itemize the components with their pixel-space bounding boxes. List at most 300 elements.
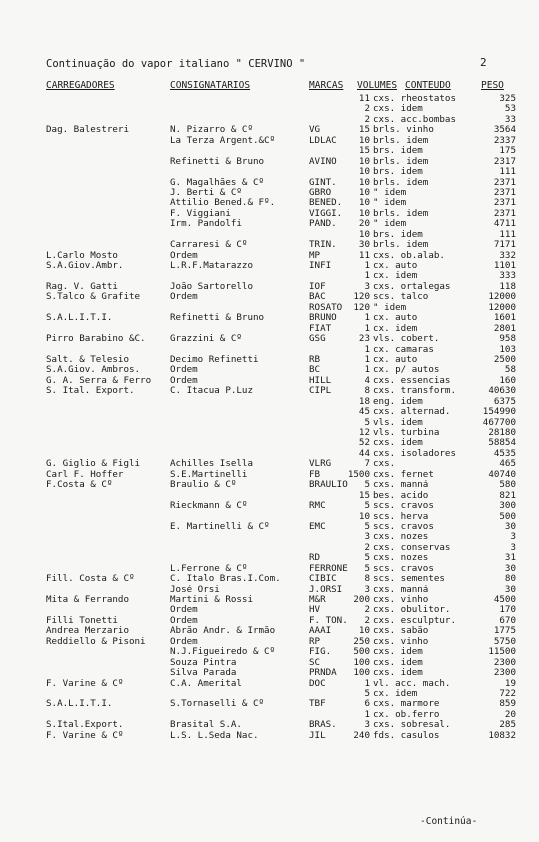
cell-volumes: 5	[364, 521, 370, 532]
cell-marks: CIPL	[309, 386, 332, 397]
table-row	[0, 282, 539, 292]
cell-consignee: Rieckmann & Cº	[170, 501, 248, 512]
cell-volumes: 10	[358, 511, 370, 522]
cell-contents: cxs. manná	[373, 480, 429, 491]
cell-contents: vls. idem	[373, 417, 423, 428]
cell-consignee: N. Pizarro & Cº	[170, 125, 253, 136]
table-row	[0, 647, 539, 657]
cell-volumes: 10	[358, 177, 370, 188]
table-row	[0, 188, 539, 198]
cell-contents: cxs. nozes	[373, 532, 429, 543]
header-marks: MARCAS	[309, 80, 344, 91]
cell-contents: scs. cravos	[373, 563, 434, 574]
cell-contents: cxs. isoladores	[373, 448, 456, 459]
cell-consignee: S.Tornaselli & Cº	[170, 699, 265, 710]
cell-volumes: 5	[364, 553, 370, 564]
cell-contents: cx. camaras	[373, 344, 434, 355]
table-row	[0, 585, 539, 595]
cell-consignee: Souza Pintra	[170, 657, 237, 668]
cell-consignee: La Terza Argent.&Cº	[170, 135, 276, 146]
cell-marks: VIGGI.	[309, 208, 343, 219]
cell-weight: 170	[499, 605, 516, 616]
table-row	[0, 574, 539, 584]
table-row	[0, 605, 539, 615]
cell-marks: DOC	[309, 678, 326, 689]
table-row	[0, 355, 539, 365]
table-row	[0, 449, 539, 459]
cell-weight: 300	[499, 501, 516, 512]
cell-contents: cx. auto	[373, 261, 418, 271]
cell-consignee: Ordem	[170, 375, 198, 386]
cell-volumes: 2	[364, 605, 370, 616]
cell-weight: 4535	[493, 448, 516, 459]
cell-marks: GSG	[309, 334, 326, 345]
cell-shipper: Andrea Merzario	[46, 626, 129, 637]
cell-weight: 2337	[493, 135, 516, 146]
table-row	[0, 407, 539, 417]
cell-consignee: Refinetti & Bruno	[170, 156, 265, 167]
cell-volumes: 2	[364, 542, 370, 553]
cell-marks: BAC	[309, 292, 326, 303]
cell-weight: 2317	[493, 156, 516, 167]
table-row	[0, 251, 539, 261]
cell-weight: 118	[499, 281, 516, 292]
cell-marks: VLRG	[309, 459, 332, 470]
cell-consignee: Ordem	[170, 615, 198, 626]
cell-volumes: 1	[364, 323, 370, 334]
cell-marks: F. TON.	[309, 615, 348, 626]
table-row	[0, 334, 539, 344]
cell-contents: scs. sementes	[373, 574, 445, 585]
column-header-row	[0, 80, 539, 94]
cell-marks: BRAULIO	[309, 480, 348, 491]
table-row	[0, 324, 539, 334]
table-row	[0, 397, 539, 407]
cell-marks: RD	[309, 553, 321, 564]
cell-contents: cx. p/ autos	[373, 365, 440, 376]
cell-contents: brs. idem	[373, 229, 423, 240]
cell-weight: 111	[499, 229, 516, 240]
cell-volumes: 44	[358, 448, 370, 459]
cell-marks: SC	[309, 657, 321, 668]
cell-volumes: 3	[364, 584, 370, 595]
cell-weight: 30	[504, 563, 516, 574]
cell-weight: 1101	[493, 261, 516, 271]
cell-contents: cx. idem	[373, 271, 418, 282]
table-row	[0, 564, 539, 574]
cell-weight: 103	[499, 344, 516, 355]
cell-consignee: Attilio Bened.& Fº.	[170, 198, 276, 209]
cell-contents: brls. idem	[373, 240, 429, 251]
cell-marks: FIAT	[309, 323, 332, 334]
cell-contents: cxs. essencias	[373, 375, 451, 386]
cell-shipper: Fill. Costa & Cº	[46, 574, 135, 585]
cell-marks: J.ORSI	[309, 584, 343, 595]
cell-contents: cx. auto	[373, 313, 418, 324]
cell-marks: TBF	[309, 699, 326, 710]
cell-marks: RMC	[309, 501, 326, 512]
cell-contents: cxs. rheostatos	[373, 94, 456, 104]
table-row	[0, 553, 539, 563]
cell-volumes: 1	[364, 709, 370, 720]
cell-contents: " idem	[373, 302, 407, 313]
table-row	[0, 532, 539, 542]
cell-shipper: F. Varine & Cº	[46, 730, 124, 741]
cell-contents: cxs. ortalegas	[373, 281, 451, 292]
cell-weight: 40630	[488, 386, 516, 397]
cell-contents: cxs. ob.alab.	[373, 250, 445, 261]
cell-volumes: 1	[364, 313, 370, 324]
cell-volumes: 500	[353, 647, 370, 658]
cell-contents: cxs. alternad.	[373, 407, 451, 418]
page-number: 2	[480, 56, 487, 69]
cell-weight: 2300	[493, 657, 516, 668]
cell-volumes: 4	[364, 375, 370, 386]
table-row	[0, 689, 539, 699]
cell-contents: brs. idem	[373, 146, 423, 157]
cell-marks: GINT.	[309, 177, 337, 188]
cell-marks: AAAI	[309, 626, 332, 637]
table-row	[0, 125, 539, 135]
cell-shipper: Pirro Barabino &C.	[46, 334, 146, 345]
cell-consignee: N.J.Figueiredo & Cº	[170, 647, 276, 658]
cell-marks: M&R	[309, 595, 326, 605]
cell-contents: vl. acc. mach.	[373, 678, 451, 689]
cell-consignee: L.S. L.Seda Nac.	[170, 730, 259, 741]
cell-volumes: 1	[364, 344, 370, 355]
cell-consignee: Irm. Pandolfi	[170, 219, 242, 230]
header-volumes: VOLUMES	[357, 80, 398, 91]
cell-contents: cxs. vinho	[373, 595, 429, 605]
table-row	[0, 209, 539, 219]
cell-consignee: Ordem	[170, 292, 198, 303]
cell-consignee: F. Viggiani	[170, 208, 231, 219]
cell-contents: cx. auto	[373, 354, 418, 365]
cell-contents: scs. cravos	[373, 501, 434, 512]
table-row	[0, 261, 539, 271]
cell-contents: cxs. idem	[373, 104, 423, 115]
table-row	[0, 240, 539, 250]
cell-volumes: 15	[358, 125, 370, 136]
cell-weight: 40740	[488, 469, 516, 480]
cell-weight: 7171	[493, 240, 516, 251]
cell-marks: AVINO	[309, 156, 337, 167]
cell-consignee: Grazzini & Cº	[170, 334, 242, 345]
cell-contents: cxs.	[373, 459, 396, 470]
table-row	[0, 616, 539, 626]
cell-weight: 2300	[493, 668, 516, 679]
cell-marks: EMC	[309, 521, 326, 532]
cell-marks: BRUNO	[309, 313, 337, 324]
cell-volumes: 2	[364, 114, 370, 125]
cell-contents: cxs. esculptur.	[373, 615, 456, 626]
cell-volumes: 5	[364, 688, 370, 699]
cell-volumes: 10	[358, 626, 370, 637]
table-row	[0, 710, 539, 720]
cell-volumes: 1	[364, 365, 370, 376]
cell-volumes: 11	[358, 94, 370, 104]
cell-volumes: 1	[364, 261, 370, 271]
cell-volumes: 12	[358, 428, 370, 438]
cell-consignee: E. Martinelli & Cº	[170, 521, 270, 532]
cell-shipper: Filli Tonetti	[46, 615, 118, 626]
cell-weight: 958	[499, 334, 516, 345]
cell-volumes: 20	[358, 219, 370, 230]
cell-consignee: Decimo Refinetti	[170, 354, 259, 365]
cell-consignee: João Sartorello	[170, 281, 253, 292]
cell-volumes: 15	[358, 146, 370, 157]
table-row	[0, 501, 539, 511]
cell-shipper: S.A.Giov.Ambr.	[46, 261, 124, 271]
cell-volumes: 10	[358, 187, 370, 198]
cell-marks: FIG.	[309, 647, 332, 658]
cell-contents: cxs. vinho	[373, 636, 429, 647]
cell-marks: LDLAC	[309, 135, 337, 146]
cell-weight: 2500	[493, 354, 516, 365]
table-row	[0, 679, 539, 689]
cell-shipper: Rag. V. Gatti	[46, 281, 118, 292]
cell-volumes: 10	[358, 198, 370, 209]
cell-volumes: 2	[364, 615, 370, 626]
cell-weight: 6375	[493, 396, 516, 407]
table-row	[0, 491, 539, 501]
cell-contents: cxs. marmore	[373, 699, 440, 710]
cell-marks: TRIN.	[309, 240, 337, 251]
cell-marks: HV	[309, 605, 321, 616]
cell-weight: 10832	[488, 730, 516, 741]
cell-volumes: 3	[364, 281, 370, 292]
cell-weight: 2801	[493, 323, 516, 334]
cell-contents: brls. idem	[373, 156, 429, 167]
cell-volumes: 10	[358, 208, 370, 219]
cell-consignee: Braulio & Cº	[170, 480, 237, 491]
cell-shipper: G. A. Serra & Ferro	[46, 375, 152, 386]
cell-marks: PAND.	[309, 219, 337, 230]
table-row	[0, 157, 539, 167]
cell-weight: 500	[499, 511, 516, 522]
cell-shipper: S.Talco & Grafite	[46, 292, 141, 303]
cell-consignee: Abrão Andr. & Irmão	[170, 626, 276, 637]
cell-contents: " idem	[373, 187, 407, 198]
cell-consignee: C.A. Amerital	[170, 678, 242, 689]
cell-consignee: Silva Parada	[170, 668, 237, 679]
cell-marks: FERRONE	[309, 563, 348, 574]
cell-weight: 821	[499, 490, 516, 501]
cell-volumes: 100	[353, 657, 370, 668]
cell-volumes: 1	[364, 271, 370, 282]
cell-weight: 333	[499, 271, 516, 282]
cell-marks: HILL	[309, 375, 332, 386]
cell-volumes: 1500	[347, 469, 370, 480]
cell-shipper: L.Carlo Mosto	[46, 250, 118, 261]
cell-weight: 580	[499, 480, 516, 491]
cell-shipper: S.A.Giov. Ambros.	[46, 365, 141, 376]
table-row	[0, 365, 539, 375]
cell-weight: 4500	[493, 595, 516, 605]
cell-weight: 325	[499, 94, 516, 104]
table-row	[0, 271, 539, 281]
cell-marks: GBRO	[309, 187, 332, 198]
cell-marks: RP	[309, 636, 321, 647]
cell-weight: 670	[499, 615, 516, 626]
cell-contents: cxs. transform.	[373, 386, 456, 397]
cell-volumes: 3	[364, 720, 370, 731]
cell-consignee: S.E.Martinelli	[170, 469, 248, 480]
cell-contents: brls. idem	[373, 177, 429, 188]
cell-volumes: 15	[358, 490, 370, 501]
cell-shipper: S.A.L.I.T.I.	[46, 699, 113, 710]
cell-volumes: 5	[364, 563, 370, 574]
table-row	[0, 512, 539, 522]
cell-consignee: C. Italo Bras.I.Com.	[170, 574, 281, 585]
cell-contents: brls. idem	[373, 208, 429, 219]
cell-volumes: 10	[358, 156, 370, 167]
cell-shipper: Mita & Ferrando	[46, 595, 129, 605]
cell-consignee: Achilles Isella	[170, 459, 253, 470]
cell-contents: cxs. nozes	[373, 553, 429, 564]
cell-weight: 53	[504, 104, 516, 115]
cell-weight: 175	[499, 146, 516, 157]
cell-weight: 11500	[488, 647, 516, 658]
cell-volumes: 5	[364, 417, 370, 428]
table-row	[0, 230, 539, 240]
cell-weight: 28180	[488, 428, 516, 438]
cell-marks: ROSATO	[309, 302, 343, 313]
cell-contents: cxs. obulitor.	[373, 605, 451, 616]
cell-volumes: 23	[358, 334, 370, 345]
cell-contents: brs. idem	[373, 167, 423, 178]
cell-volumes: 30	[358, 240, 370, 251]
table-row	[0, 668, 539, 678]
cell-contents: " idem	[373, 198, 407, 209]
cell-weight: 3	[510, 542, 516, 553]
cell-contents: scs. talco	[373, 292, 429, 303]
cell-consignee: Martini & Rossi	[170, 595, 253, 605]
cell-weight: 2371	[493, 187, 516, 198]
continued-note: -Continúa-	[420, 816, 478, 827]
cell-weight: 20	[504, 709, 516, 720]
cell-consignee: L.R.F.Matarazzo	[170, 261, 253, 271]
cell-weight: 2371	[493, 177, 516, 188]
cell-marks: VG	[309, 125, 321, 136]
cell-contents: cxs. manná	[373, 584, 429, 595]
table-row	[0, 386, 539, 396]
header-weight: PESO	[481, 80, 504, 91]
cell-volumes: 10	[358, 167, 370, 178]
table-row	[0, 731, 539, 741]
cell-marks: INFI	[309, 261, 332, 271]
table-row	[0, 115, 539, 125]
table-row	[0, 104, 539, 114]
cell-consignee: L.Ferrone & Cº	[170, 563, 248, 574]
cell-weight: 5750	[493, 636, 516, 647]
cell-volumes: 240	[353, 730, 370, 741]
cell-contents: cxs. conservas	[373, 542, 451, 553]
cell-shipper: Salt. & Telesio	[46, 354, 129, 365]
cell-volumes: 8	[364, 386, 370, 397]
cell-weight: 80	[504, 574, 516, 585]
cell-contents: cxs. sabão	[373, 626, 429, 637]
table-row	[0, 699, 539, 709]
cell-weight: 12000	[488, 302, 516, 313]
cell-contents: cxs. idem	[373, 657, 423, 668]
cell-contents: cx. ob.ferro	[373, 709, 440, 720]
cell-weight: 154990	[482, 407, 516, 418]
table-row	[0, 94, 539, 104]
cell-contents: cxs. sobresal.	[373, 720, 451, 731]
table-row	[0, 345, 539, 355]
cell-weight: 58854	[488, 438, 516, 449]
table-row	[0, 303, 539, 313]
cell-volumes: 2	[364, 104, 370, 115]
cell-contents: vls. cobert.	[373, 334, 440, 345]
cell-volumes: 250	[353, 636, 370, 647]
cell-volumes: 5	[364, 501, 370, 512]
cell-contents: cxs. idem	[373, 438, 423, 449]
cell-marks: BC	[309, 365, 321, 376]
cell-weight: 111	[499, 167, 516, 178]
cell-marks: RB	[309, 354, 321, 365]
cell-weight: 1775	[493, 626, 516, 637]
table-row	[0, 167, 539, 177]
cell-volumes: 52	[358, 438, 370, 449]
cell-shipper: S.Ital.Export.	[46, 720, 124, 731]
table-row	[0, 136, 539, 146]
cell-weight: 19	[504, 678, 516, 689]
cell-marks: IOF	[309, 281, 326, 292]
table-row	[0, 313, 539, 323]
cell-shipper: Dag. Balestreri	[46, 125, 129, 136]
cell-contents: cxs. idem	[373, 668, 423, 679]
header-shipper: CARREGADORES	[46, 80, 115, 91]
table-row	[0, 480, 539, 490]
cell-contents: cxs. acc.bombas	[373, 114, 456, 125]
cell-contents: cx. idem	[373, 688, 418, 699]
cell-volumes: 200	[353, 595, 370, 605]
table-row	[0, 219, 539, 229]
cell-shipper: Reddiello & Pisoni	[46, 636, 146, 647]
cell-weight: 58	[504, 365, 516, 376]
cell-marks: MP	[309, 250, 321, 261]
cell-shipper: F.Costa & Cº	[46, 480, 113, 491]
cell-weight: 332	[499, 250, 516, 261]
cell-consignee: Brasital S.A.	[170, 720, 242, 731]
table-row	[0, 146, 539, 156]
cell-shipper: S. Ital. Export.	[46, 386, 135, 397]
cell-volumes: 120	[353, 302, 370, 313]
table-row	[0, 376, 539, 386]
cell-contents: fds. casulos	[373, 730, 440, 741]
document-title: Continuação do vapor italiano " CERVINO "	[46, 58, 306, 70]
cell-contents: cxs. fernet	[373, 469, 434, 480]
cell-volumes: 7	[364, 459, 370, 470]
table-row	[0, 543, 539, 553]
cell-shipper: S.A.L.I.T.I.	[46, 313, 113, 324]
cell-consignee: J. Berti & Cº	[170, 187, 242, 198]
cell-contents: scs. herva	[373, 511, 429, 522]
table-row	[0, 418, 539, 428]
table-row	[0, 459, 539, 469]
cell-marks: FB	[309, 469, 321, 480]
header-contents: CONTEUDO	[405, 80, 451, 91]
cell-contents: brls. vinho	[373, 125, 434, 136]
cell-volumes: 120	[353, 292, 370, 303]
cell-contents: scs. cravos	[373, 521, 434, 532]
cell-volumes: 1	[364, 678, 370, 689]
cell-consignee: José Orsi	[170, 584, 220, 595]
cell-shipper: Carl F. Hoffer	[46, 469, 124, 480]
cell-marks: JIL	[309, 730, 326, 741]
